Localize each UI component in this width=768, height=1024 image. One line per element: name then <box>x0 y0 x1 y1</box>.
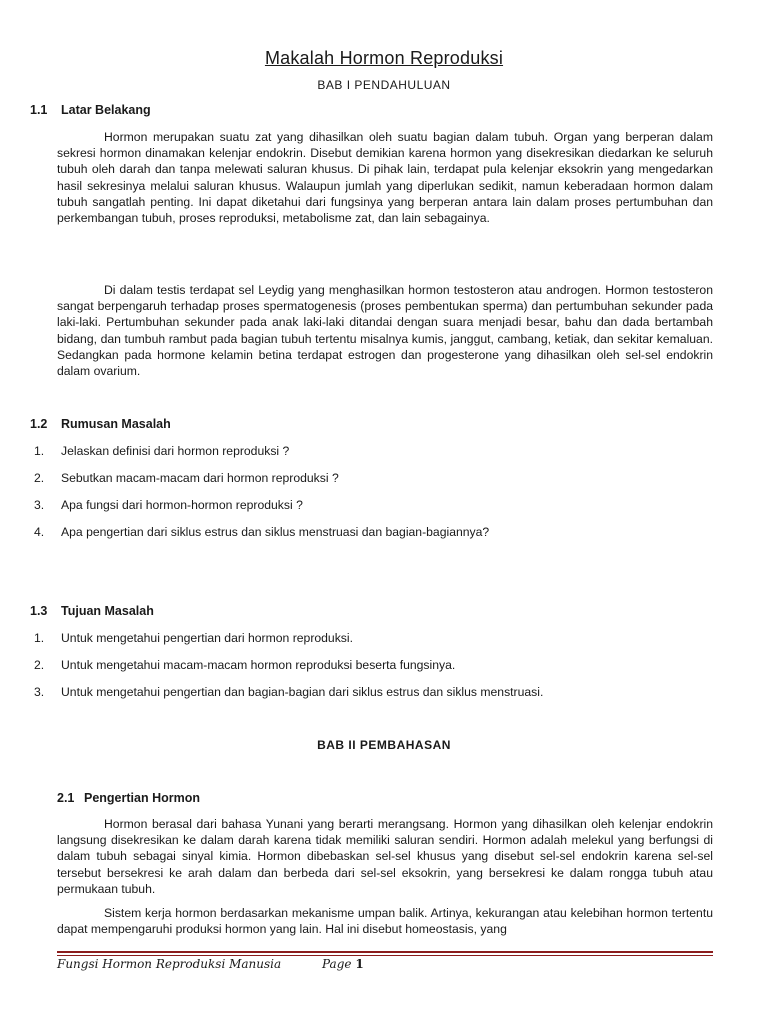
list-item <box>34 657 455 673</box>
section-title: Latar Belakang <box>61 103 151 117</box>
section-number: 2.1 <box>57 791 75 805</box>
section-heading-1-1 <box>30 102 151 118</box>
list-text: Jelaskan definisi dari hormon reproduksi ? <box>61 444 290 458</box>
paragraph-latar-1: Hormon merupakan suatu zat yang dihasilkan oleh suatu bagian dalam tubuh. Organ yang berperan dalam sekresi hormon dinamakan kelenjar endokrin. Disebut demikian karena hormon yang disekresikan diedarkan ke seluruh tubuh oleh darah dan tanpa melewati saluran khusus. Di pihak lain, terdapat pula kelenjar eksokrin yang mengedarkan hasil sekresinya melalui saluran khusus. Walaupun jumlah yang diperlukan sedikit, namun keberadaan hormon dalam tubuh sangatlah penting. Ini dapat diketahui dari fungsinya yang berperan antara lain dalam proses pertumbuhan dan perkembangan tubuh, proses reproduksi, metabolisme zat, dan lain sebagainya. <box>57 130 713 226</box>
section-title: Pengertian Hormon <box>84 791 200 805</box>
paragraph-pengertian-2: Sistem kerja hormon berdasarkan mekanisme umpan balik. Artinya, kekurangan atau kelebihan hormon tertentu dapat mempengaruhi produksi hormon yang lain. Hal ini disebut homeostasis, yang <box>57 906 713 937</box>
section-title: Tujuan Masalah <box>61 604 154 618</box>
page-indicator <box>322 956 364 972</box>
list-item <box>34 630 353 646</box>
list-number: 3. <box>34 685 45 699</box>
list-item <box>34 470 339 486</box>
paragraph-pengertian-1: Hormon berasal dari bahasa Yunani yang berarti merangsang. Hormon yang dihasilkan oleh kelenjar endokrin langsung disekresikan ke dalam darah karena tidak memiliki saluran sendiri. Hormon adalah melekul yang berfungsi di dalam tubuh sebagai sinyal kimia. Hormon dibebaskan sel-sel khusus yang disebut sel-sel endokrin karena sel-sel tersebut bersekresi ke arah dalam dan berbeda dari sel-sel eksokrin, yang bersekresi ke dalam rongga tubuh atau permukaan tubuh. <box>57 817 713 896</box>
chapter-heading-bab2: BAB II PEMBAHASAN <box>317 738 451 752</box>
document-title: Makalah Hormon Reproduksi <box>264 48 504 68</box>
section-heading-2-1 <box>57 790 200 806</box>
list-text: Apa pengertian dari siklus estrus dan siklus menstruasi dan bagian-bagiannya? <box>61 525 490 539</box>
section-number: 1.2 <box>30 417 48 431</box>
page-number: 1 <box>355 957 364 971</box>
section-heading-1-3 <box>30 603 154 619</box>
page-label: Page <box>322 957 352 971</box>
list-number: 1. <box>34 631 45 645</box>
chapter-heading-bab1: BAB I PENDAHULUAN <box>317 78 451 92</box>
list-text: Untuk mengetahui macam-macam hormon reproduksi beserta fungsinya. <box>61 658 456 672</box>
list-number: 2. <box>34 471 45 485</box>
list-number: 4. <box>34 525 45 539</box>
list-text: Untuk mengetahui pengertian dan bagian-bagian dari siklus estrus dan siklus menstruasi. <box>61 685 544 699</box>
list-text: Apa fungsi dari hormon-hormon reproduksi ? <box>61 498 303 512</box>
paragraph-latar-2: Di dalam testis terdapat sel Leydig yang menghasilkan hormon testosteron atau androgen. Hormon testosteron sangat berpengaruh terhadap proses spermatogenesis (proses pembentukan sperma) dan pertumbuhan sekunder pada laki-laki. Pertumbuhan sekunder pada anak laki-laki ditandai dengan suara menjadi besar, bahu dan dada bertambah bidang, dan tumbuh rambut pada bagian tubuh tertentu misalnya kumis, janggut, cambang, ketiak, dan sekitar kemaluan. Sedangkan pada hormone kelamin betina terdapat estrogen dan progesterone yang dihasilkan oleh sel-sel endokrin dalam ovarium. <box>57 283 713 379</box>
list-number: 3. <box>34 498 45 512</box>
footer-title: Fungsi Hormon Reproduksi Manusia <box>57 957 282 971</box>
list-item <box>34 443 289 459</box>
list-item <box>34 684 543 700</box>
list-number: 1. <box>34 444 45 458</box>
list-text: Untuk mengetahui pengertian dari hormon reproduksi. <box>61 631 353 645</box>
list-item <box>34 497 303 513</box>
section-heading-1-2 <box>30 416 171 432</box>
footer-rule <box>57 951 713 953</box>
list-text: Sebutkan macam-macam dari hormon reproduksi ? <box>61 471 339 485</box>
section-number: 1.3 <box>30 604 48 618</box>
list-item <box>34 524 489 540</box>
section-number: 1.1 <box>30 103 48 117</box>
page-footer <box>57 956 364 972</box>
list-number: 2. <box>34 658 45 672</box>
section-title: Rumusan Masalah <box>61 417 171 431</box>
